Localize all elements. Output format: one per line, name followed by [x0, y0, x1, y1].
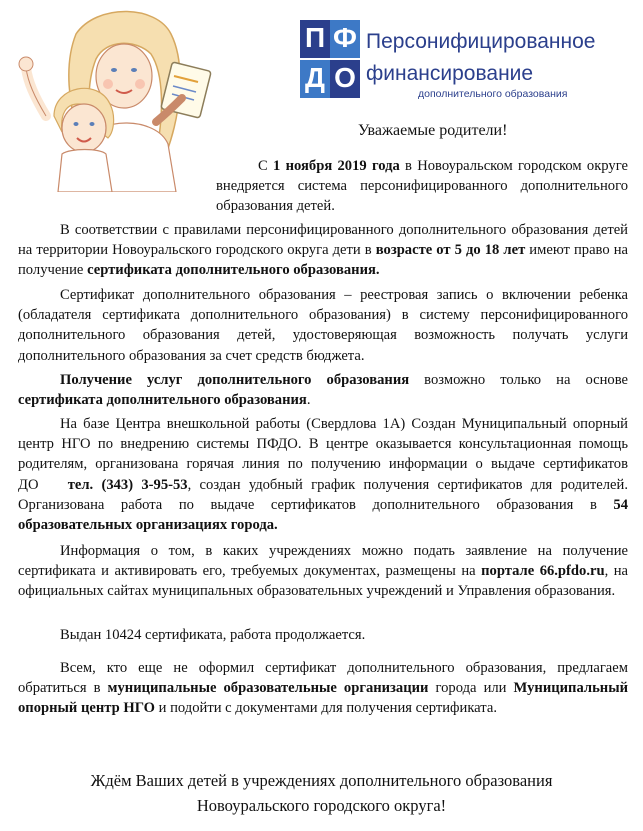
hotline-phone: тел. (343) 3-95-53 [67, 476, 188, 493]
p7-organizations: муниципальные образовательные организации [107, 680, 429, 697]
logo-letter-f: Ф [330, 20, 360, 58]
paragraph-portal [18, 541, 628, 602]
p7-text-2: города или [428, 680, 514, 697]
p1-text-2: имеют право на получение [18, 242, 628, 279]
p4-text-2: , создан удобный график получения сертификатов для родителей. Организована работа по выдаче сертификатов дополнительного образования в [18, 476, 628, 513]
child-face [62, 104, 106, 152]
greeting-heading: Уважаемые родители! [358, 122, 508, 139]
p4-organizations: 54 образовательных организациях города. [18, 496, 628, 534]
p5-text-2: , на официальных сайтах муниципальных образовательных учреждений и Управления образования. [18, 563, 629, 600]
pfdo-logo [300, 20, 596, 106]
intro-date: 1 ноября 2019 года [273, 158, 400, 174]
p7-center: Муниципальный опорный центр НГО [18, 680, 628, 717]
paragraph-rules [18, 220, 628, 281]
p7-text-1: Всем, кто еще не оформил сертификат дополнительного образования, предлагаем обратиться в [18, 660, 628, 697]
closing-line-2: Новоуральского городского округа! [196, 796, 447, 815]
p3-services: Получение услуг дополнительного образования [60, 372, 410, 388]
closing-line-1: Ждём Ваших детей в учреждениях дополнительного образования [90, 771, 553, 790]
p4-text-1: На базе Центра внешкольной работы (Свердлова 1А) Создан Муниципальный опорный центр НГО по внедрению системы ПФДО. В центре оказывается консультационная помощь родителям, организована горячая линия по получению информации о выдаче сертификатов ДО [18, 416, 628, 493]
closing-message [0, 768, 643, 818]
paragraph-definition: Сертификат дополнительного образования – реестровая запись о включении ребенка (обладателя сертификата дополнительного образования) в систему персонифицированного дополнительного образования детей, удостоверяющая возможность получать услуги дополнительного образования за счет средств бюджета. [18, 287, 628, 364]
p1-text-1: В соответствии с правилами персонифицированного дополнительного образования детей на территории Новоуральского городского округа дети в [18, 222, 628, 259]
logo-letter-p: П [300, 20, 330, 58]
paragraph-services [18, 370, 628, 410]
paragraph-support-center [18, 414, 628, 535]
pfdo-monogram [300, 20, 360, 98]
logo-line-2: финансирование [366, 62, 534, 85]
p1-age: возрасте от 5 до 18 лет [375, 242, 526, 259]
logo-line-1: Персонифицированное [366, 30, 596, 53]
p5-text-1: Информация о том, в каких учреждениях можно подать заявление на получение сертификата и активировать его, требуемых документах, размещены на [18, 543, 628, 580]
child-arm [26, 68, 46, 116]
p3-certificate: сертификата дополнительного образования [18, 392, 307, 409]
p3-text-2: . [306, 392, 311, 409]
intro-text-1: С [258, 158, 274, 174]
p3-text-1: возможно только на основе [409, 372, 628, 388]
portal-link: портале 66.pfdo.ru [481, 563, 605, 580]
logo-line-3: дополнительного образования [418, 88, 568, 100]
paragraph-call-to-action [18, 658, 628, 719]
mother-child-illustration [6, 4, 216, 192]
p7-text-3: и подойти с документами для получения сертификата. [155, 700, 497, 717]
p1-certificate: сертификата дополнительного образования. [87, 262, 380, 279]
intro-text-2: в Новоуральском городском округе внедряется система персонифицированного дополнительного образования детей. [216, 158, 628, 215]
intro-paragraph [216, 156, 628, 217]
logo-letter-o: О [330, 60, 360, 98]
paragraph-issued: Выдан 10424 сертификата, работа продолжается. [60, 627, 366, 643]
logo-letter-d: Д [300, 60, 330, 98]
child-body [58, 150, 112, 193]
